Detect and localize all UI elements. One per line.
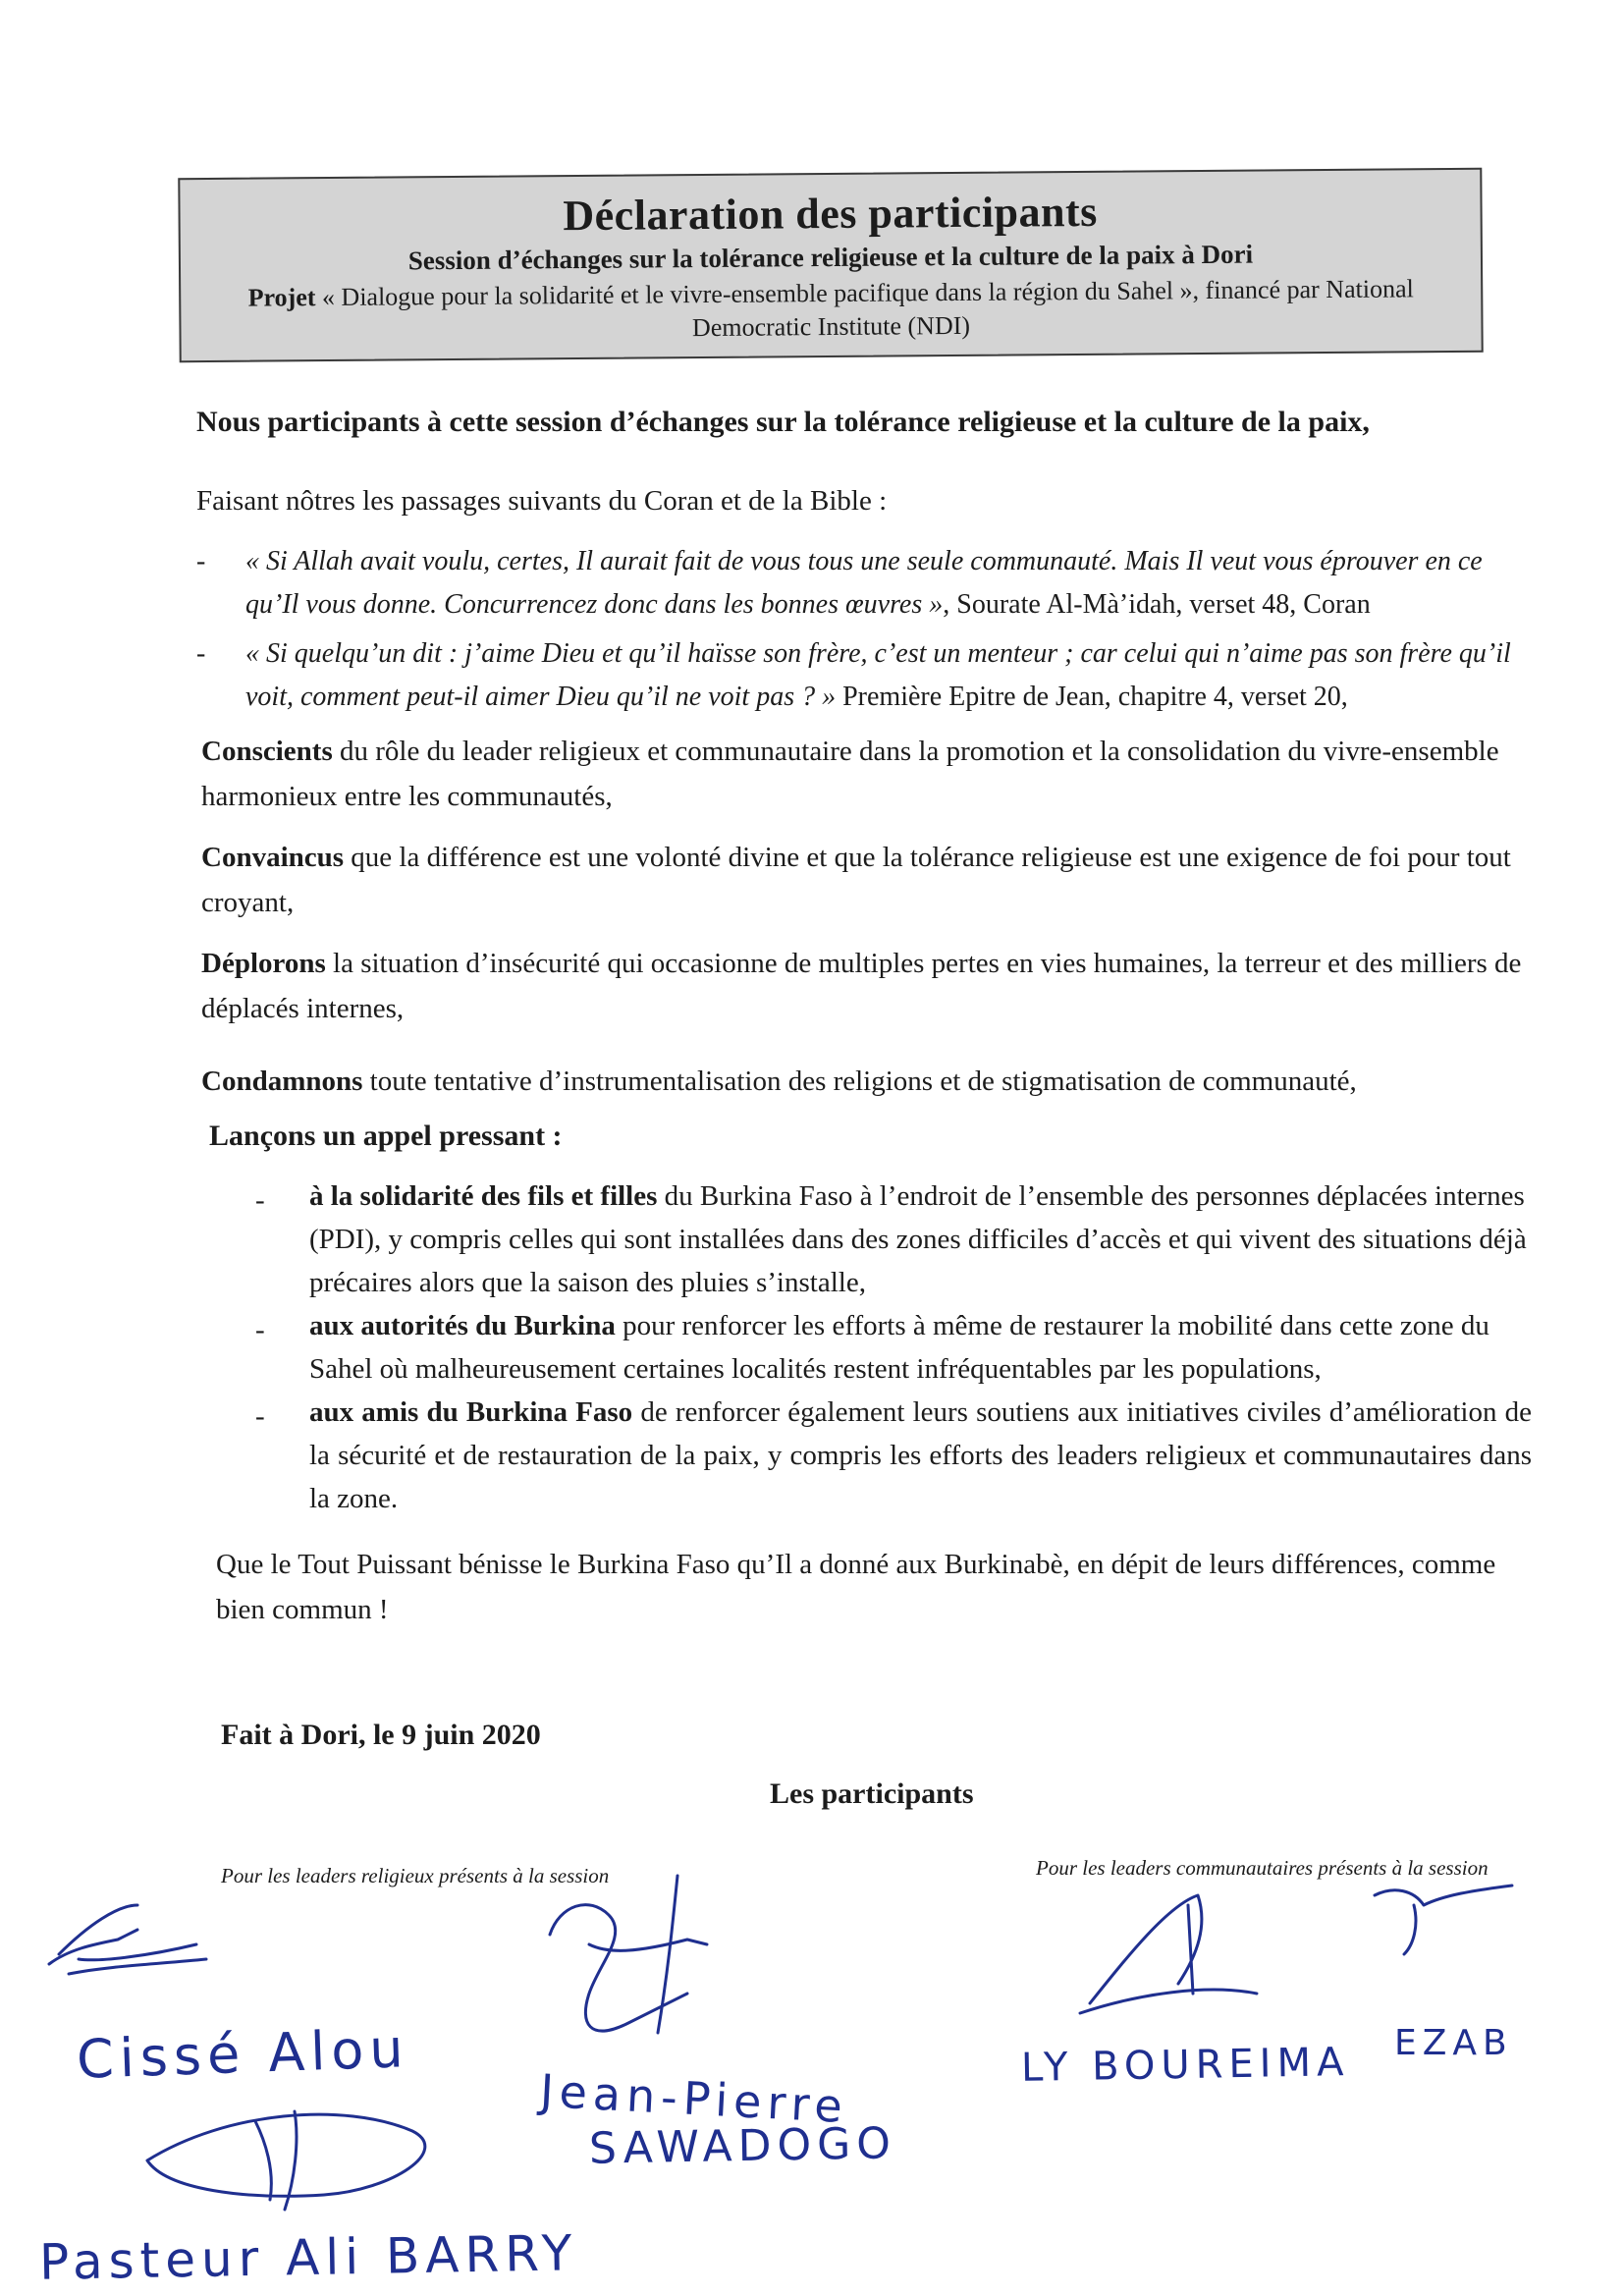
paragraph-convaincus bbox=[201, 835, 1537, 925]
place-date: Fait à Dori, le 9 juin 2020 bbox=[221, 1719, 541, 1751]
quote-item bbox=[196, 540, 1542, 627]
appeal-item bbox=[255, 1304, 1532, 1391]
paragraph-text: la situation d’insécurité qui occasionne de multiples pertes en vies humaines, la terreur et des milliers de déplacés internes, bbox=[201, 948, 1522, 1024]
handwritten-ezab: EZAB bbox=[1394, 2023, 1513, 2063]
signature-mark bbox=[1375, 1886, 1512, 1954]
list-dash: - bbox=[255, 1184, 265, 1216]
appel-heading: Lançons un appel pressant : bbox=[209, 1120, 563, 1152]
paragraph-deplorons bbox=[201, 941, 1537, 1031]
appeal-text: de renforcer également leurs soutiens aux initiatives civiles d’amélioration de la sécurité et de restauration de la paix, y compris les efforts des leaders religieux et communautaires dans la zone. bbox=[309, 1396, 1533, 1514]
title-box bbox=[178, 168, 1483, 362]
paragraph-condamnons bbox=[201, 1059, 1537, 1104]
handwritten-pasteur: Pasteur Ali BARRY bbox=[38, 2224, 578, 2291]
document-title: Déclaration des participants bbox=[563, 187, 1098, 241]
quote-source: Première Epitre de Jean, chapitre 4, verset 20, bbox=[836, 682, 1348, 712]
handwritten-ly-boureima: LY BOUREIMA bbox=[1020, 2040, 1350, 2091]
signature-mark bbox=[550, 1876, 707, 2033]
paragraph-text: toute tentative d’instrumentalisation des religions et de stigmatisation de communauté, bbox=[362, 1066, 1357, 1097]
quote-source: , Sourate Al-Mà’idah, verset 48, Coran bbox=[943, 589, 1371, 620]
project-text: « Dialogue pour la solidarité et le vivre-ensemble pacifique dans la région du Sahel », financé par National Democratic Institute (NDI) bbox=[315, 274, 1414, 343]
appeal-text: pour renforcer les efforts à même de restaurer la mobilité dans cette zone du Sahel où malheureusement certaines localités restent infréquentables par les populations, bbox=[309, 1310, 1489, 1385]
paragraph-lead: Condamnons bbox=[201, 1066, 363, 1097]
paragraph-lead: Convaincus bbox=[201, 842, 345, 873]
appeal-item bbox=[255, 1391, 1532, 1520]
faisant-line: Faisant nôtres les passages suivants du Coran et de la Bible : bbox=[196, 485, 888, 517]
signature-caption-community: Pour les leaders communautaires présents à la session bbox=[1036, 1856, 1489, 1880]
signature-mark bbox=[147, 2111, 425, 2210]
handwritten-cisse: Cissé Alou bbox=[76, 2017, 410, 2091]
list-dash: - bbox=[255, 1400, 265, 1432]
appeal-lead: aux autorités du Burkina bbox=[309, 1310, 616, 1341]
document-subtitle: Session d’échanges sur la tolérance religieuse et la culture de la paix à Dori bbox=[407, 239, 1254, 276]
quotes-list bbox=[196, 540, 1542, 725]
quote-text: « Si quelqu’un dit : j’aime Dieu et qu’il haïsse son frère, c’est un menteur ; car celui qui n’aime pas son frère qu’il voit, comment peut-il aimer Dieu qu’il ne voit pas ? » bbox=[245, 638, 1511, 712]
signature-mark bbox=[1080, 1895, 1257, 2013]
handwritten-sawadogo: SAWADOGO bbox=[588, 2118, 897, 2174]
project-label: Projet bbox=[247, 283, 316, 312]
signature-mark bbox=[49, 1905, 206, 1974]
appeal-item bbox=[255, 1175, 1532, 1304]
intro-line: Nous participants à cette session d’échanges sur la tolérance religieuse et la culture de la paix, bbox=[196, 406, 1370, 438]
project-line bbox=[220, 272, 1441, 349]
paragraph-conscients bbox=[201, 729, 1537, 819]
participants-heading: Les participants bbox=[770, 1777, 974, 1810]
paragraph-text: que la différence est une volonté divine et que la tolérance religieuse est une exigence de foi pour tout croyant, bbox=[201, 842, 1511, 918]
appeal-lead: aux amis du Burkina Faso bbox=[309, 1396, 633, 1428]
closing-paragraph: Que le Tout Puissant bénisse le Burkina Faso qu’Il a donné aux Burkinabè, en dépit de leurs différences, comme bien commun ! bbox=[216, 1549, 1496, 1625]
paragraph-lead: Conscients bbox=[201, 736, 333, 767]
handwritten-jean-pierre: Jean-Pierre bbox=[538, 2063, 850, 2134]
appeal-lead: à la solidarité des fils et filles bbox=[309, 1180, 658, 1212]
paragraph-text: du rôle du leader religieux et communautaire dans la promotion et la consolidation du vivre-ensemble harmonieux entre les communautés, bbox=[201, 736, 1499, 812]
list-dash: - bbox=[196, 546, 206, 576]
appeal-text: du Burkina Faso à l’endroit de l’ensemble des personnes déplacées internes (PDI), y compris celles qui sont installées dans des zones difficiles d’accès et qui vivent des situations déjà précaires alors que la saison des pluies s’installe, bbox=[309, 1180, 1527, 1298]
list-dash: - bbox=[255, 1314, 265, 1345]
quote-item bbox=[196, 632, 1542, 719]
paragraph-lead: Déplorons bbox=[201, 948, 326, 979]
quote-text: « Si Allah avait voulu, certes, Il aurait fait de vous tous une seule communauté. Mais Il veut vous éprouver en ce qu’Il vous donne. Concurrencez donc dans les bonnes œuvres » bbox=[245, 546, 1483, 620]
appeals-list bbox=[255, 1175, 1532, 1520]
signature-caption-religious: Pour les leaders religieux présents à la session bbox=[221, 1864, 610, 1887]
list-dash: - bbox=[196, 638, 206, 669]
